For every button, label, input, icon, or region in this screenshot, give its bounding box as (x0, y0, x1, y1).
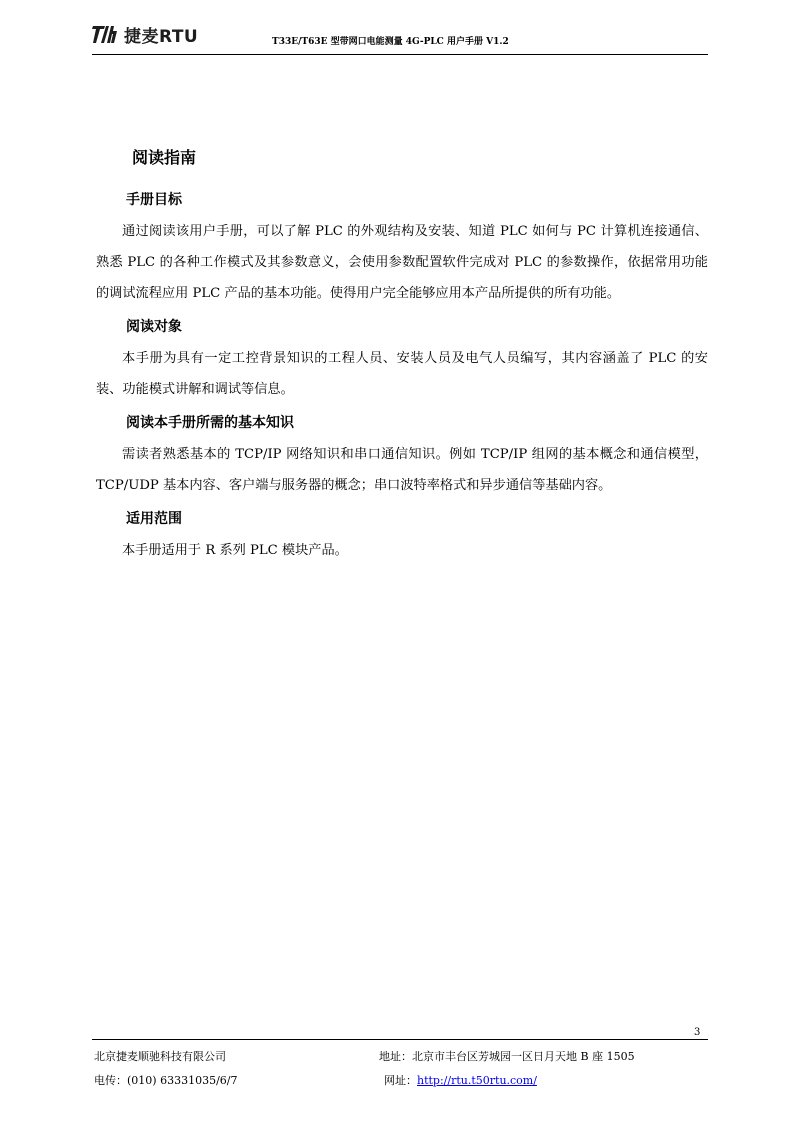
page-header (92, 20, 708, 55)
page-number: 3 (694, 1027, 701, 1038)
section-heading: 手册目标 (126, 192, 182, 208)
section-heading: 阅读对象 (126, 319, 182, 335)
section-paragraph: 需读者熟悉基本的 TCP/IP 网络知识和串口通信知识。例如 TCP/IP 组网的基本概念和通信模型，TCP/UDP 基本内容、客户端与服务器的概念；串口波特率格式和异步通信等基础内容。 (96, 447, 708, 493)
section-paragraph: 本手册适用于 R 系列 PLC 模块产品。 (122, 543, 348, 558)
footer-company: 北京捷麦顺驰科技有限公司 (94, 1050, 226, 1063)
footer-website-label: 网址： (384, 1074, 417, 1087)
logo-text: 捷麦RTU (124, 26, 199, 47)
section-heading: 阅读本手册所需的基本知识 (126, 415, 294, 431)
document-title: 阅读指南 (132, 148, 197, 167)
footer-website (384, 1072, 537, 1088)
header-title: T33E/T63E 型带网口电能测量 4G-PLC 用户手册 V1.2 (272, 37, 509, 47)
section-paragraph: 本手册为具有一定工控背景知识的工程人员、安装人员及电气人员编写，其内容涵盖了 PLC 的安装、功能模式讲解和调试等信息。 (96, 351, 708, 397)
footer-divider (92, 1039, 708, 1040)
section-heading: 适用范围 (126, 511, 182, 527)
website-link[interactable]: http://rtu.t50rtu.com/ (417, 1074, 537, 1087)
document-body (96, 145, 708, 574)
section-paragraph: 通过阅读该用户手册，可以了解 PLC 的外观结构及安装、知道 PLC 如何与 PC 计算机连接通信、熟悉 PLC 的各种工作模式及其参数意义，会使用参数配置软件完成对 PLC 的参数操作，依据常用功能的调试流程应用 PLC 产品的基本功能。使得用户完全能够应用本产品所提供的所有功能。 (96, 224, 708, 301)
footer-phone: 电传：(010) 63331035/6/7 (94, 1074, 238, 1087)
footer-address: 地址：北京市丰台区芳城园一区日月天地 B 座 1505 (379, 1050, 635, 1063)
logo (92, 22, 198, 46)
logo-mark-icon (92, 23, 120, 45)
